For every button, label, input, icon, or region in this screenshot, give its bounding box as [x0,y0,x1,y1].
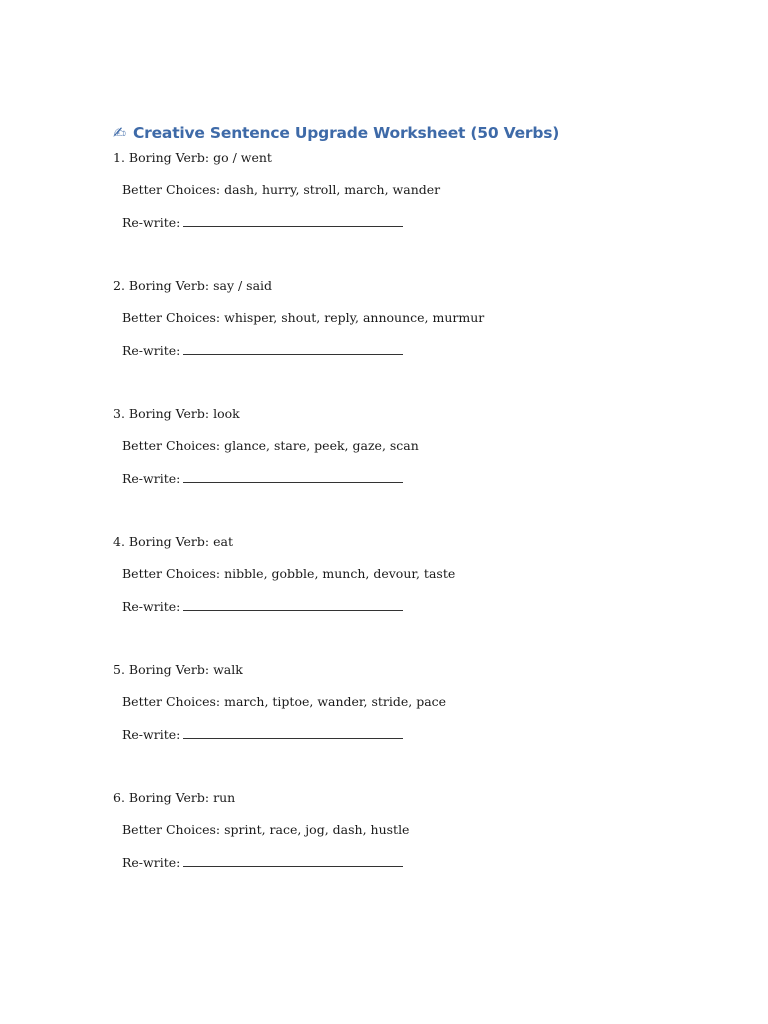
rewrite-line [122,598,403,615]
better-choices-line [122,310,484,326]
boring-verb-line [113,662,243,678]
rewrite-blank[interactable] [183,342,403,355]
rewrite-line [122,726,403,743]
better-choices-value: sprint, race, jog, dash, hustle [224,822,410,837]
rewrite-label: Re-write: [122,599,181,614]
better-choices-value: whisper, shout, reply, announce, murmur [224,310,485,325]
item-number: 2. [113,278,125,293]
rewrite-blank[interactable] [183,854,403,867]
better-choices-label: Better Choices: [122,822,221,837]
item-number: 6. [113,790,125,805]
boring-verb-value: look [213,406,240,421]
verb-item [113,406,673,534]
better-choices-value: glance, stare, peek, gaze, scan [224,438,419,453]
verb-item [113,662,673,790]
boring-verb-label: Boring Verb: [128,534,210,549]
better-choices-line [122,694,446,710]
better-choices-line [122,566,455,582]
boring-verb-line [113,406,240,422]
verb-item [113,150,673,278]
better-choices-value: nibble, gobble, munch, devour, taste [224,566,456,581]
boring-verb-value: walk [213,662,243,677]
boring-verb-line [113,534,233,550]
rewrite-label: Re-write: [122,471,181,486]
rewrite-label: Re-write: [122,855,181,870]
boring-verb-line [113,278,272,294]
boring-verb-line [113,150,272,166]
better-choices-value: march, tiptoe, wander, stride, pace [224,694,447,709]
better-choices-label: Better Choices: [122,438,221,453]
better-choices-value: dash, hurry, stroll, march, wander [224,182,441,197]
worksheet-title [113,124,559,142]
rewrite-line [122,854,403,871]
better-choices-label: Better Choices: [122,182,221,197]
rewrite-line [122,342,403,359]
boring-verb-value: run [213,790,236,805]
rewrite-label: Re-write: [122,215,181,230]
boring-verb-label: Boring Verb: [128,278,210,293]
boring-verb-value: eat [213,534,233,549]
boring-verb-label: Boring Verb: [128,662,210,677]
item-number: 4. [113,534,125,549]
better-choices-line [122,182,440,198]
rewrite-blank[interactable] [183,598,403,611]
worksheet-title-text: Creative Sentence Upgrade Worksheet (50 Verbs) [133,124,560,142]
writing-hand-icon: ✍ [113,124,126,142]
verb-item [113,278,673,406]
rewrite-line [122,214,403,231]
better-choices-label: Better Choices: [122,310,221,325]
rewrite-line [122,470,403,487]
item-number: 5. [113,662,125,677]
boring-verb-value: say / said [213,278,273,293]
verb-list [113,150,673,918]
better-choices-line [122,438,419,454]
item-number: 3. [113,406,125,421]
boring-verb-label: Boring Verb: [128,790,210,805]
boring-verb-label: Boring Verb: [128,406,210,421]
verb-item [113,790,673,918]
rewrite-label: Re-write: [122,727,181,742]
rewrite-blank[interactable] [183,726,403,739]
rewrite-blank[interactable] [183,214,403,227]
verb-item [113,534,673,662]
boring-verb-line [113,790,235,806]
boring-verb-value: go / went [213,150,272,165]
rewrite-blank[interactable] [183,470,403,483]
better-choices-label: Better Choices: [122,566,221,581]
boring-verb-label: Boring Verb: [128,150,210,165]
better-choices-line [122,822,409,838]
better-choices-label: Better Choices: [122,694,221,709]
rewrite-label: Re-write: [122,343,181,358]
item-number: 1. [113,150,125,165]
